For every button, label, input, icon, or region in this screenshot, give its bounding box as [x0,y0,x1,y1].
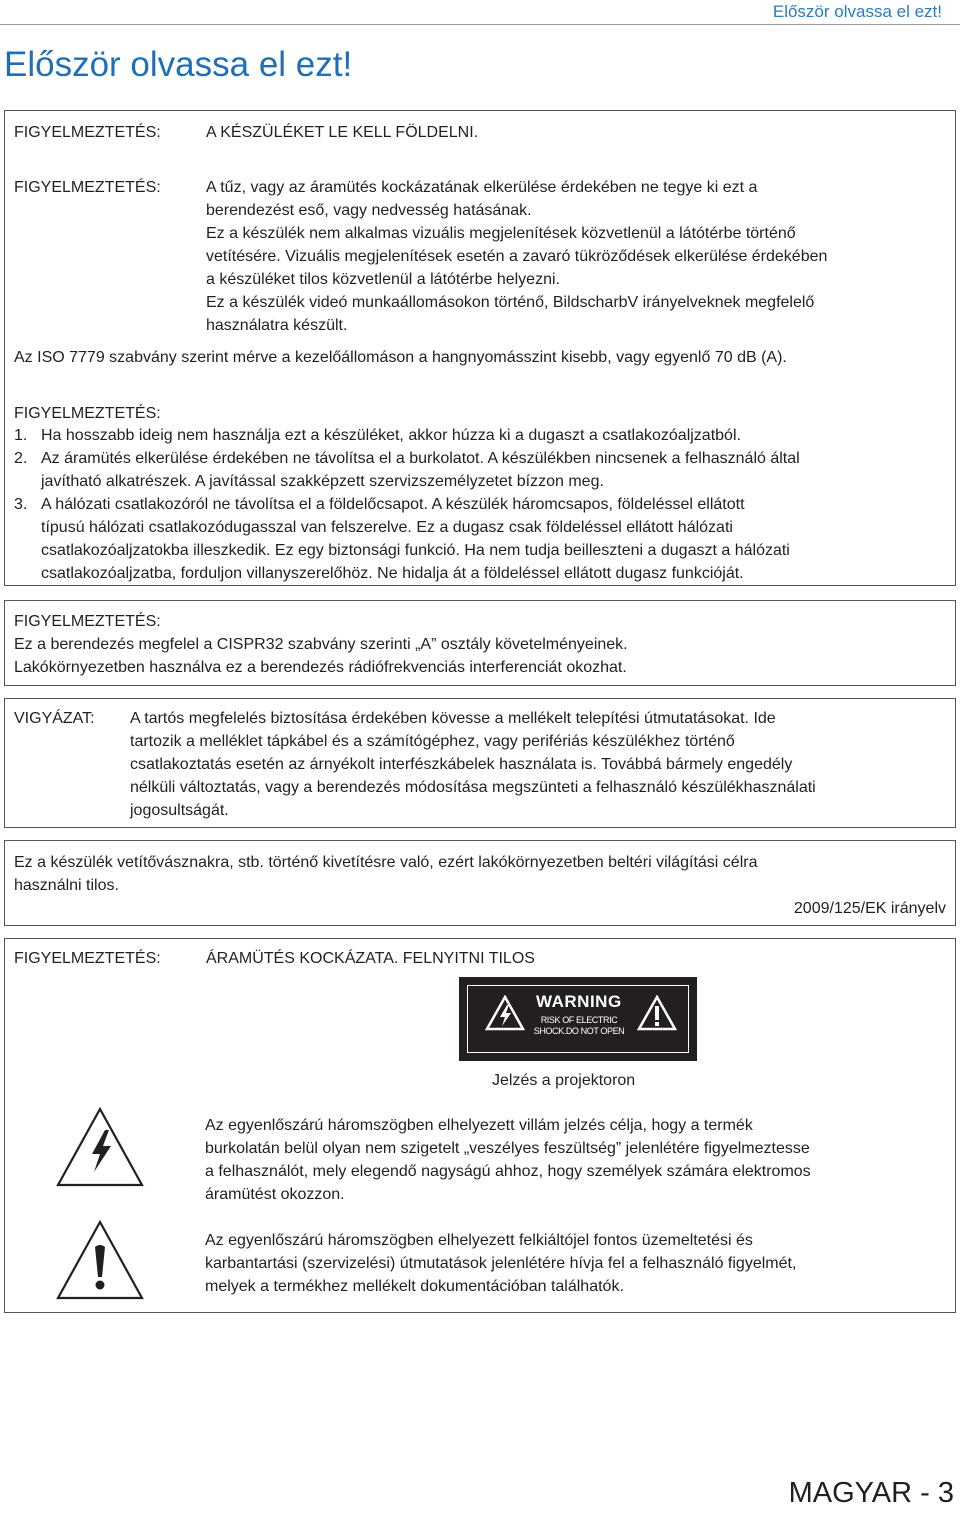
caution-text [130,707,816,822]
warning-2-line: vetítésére. Vizuális megjelenítések esetén a zavaró tükröződések elkerülése érdekében [206,248,828,265]
lightning-line: áramütést okozzon. [205,1186,345,1203]
list-item-text: Ha hosszabb ideig nem használja ezt a készüléket, akkor húzza ki a dugaszt a csatlakozóaljzatból. [41,427,741,444]
list-item [14,493,949,585]
lightning-line: Az egyenlőszárú háromszögben elhelyezett villám jelzés célja, hogy a termék [205,1117,753,1134]
projection-content [14,851,946,920]
shock-warning [14,947,535,970]
warning-label-line: SHOCK.DO NOT OPEN [533,1026,625,1036]
caution-line: nélküli változtatás, vagy a berendezés módosítása megszünteti a felhasználó készülékhasználati [130,779,816,796]
list-item-number: 1. [14,427,28,444]
warning-2-line: a készüléket tilos közvetlenül a látótérbe helyezni. [206,271,560,288]
list-item-text: csatlakozóaljzatba, forduljon villanyszerelőhöz. Ne hidalja át a földeléssel ellátott dugasz funkcióját. [41,565,744,582]
caution-line: A tartós megfelelés biztosítása érdekében kövesse a mellékelt telepítési útmutatásokat. Ide [130,710,776,727]
caution-content [14,707,816,822]
warning-box-1 [4,110,956,586]
box-2-line: Lakókörnyezetben használva ez a berendezés rádiófrekvenciás interferenciát okozhat. [14,659,627,676]
lightning-triangle-icon [55,1106,145,1188]
warning-label-line: RISK OF ELECTRIC [540,1015,618,1025]
exclamation-line: karbantartási (szervizelési) útmutatások jelenlétére hívja fel a felhasználó figyelmét, [205,1255,797,1272]
list-item-text: A hálózati csatlakozóról ne távolítsa el a földelőcsapot. A készülék háromcsapos, földeléssel ellátott [41,496,745,513]
list-item [14,447,949,493]
warning-2-label: FIGYELMEZTETÉS: [14,179,161,196]
list-item-text: javítható alkatrészek. A javítással szakképzett szervizszemélyzetet bízzon meg. [41,473,604,490]
warning-1-text: A KÉSZÜLÉKET LE KELL FÖLDELNI. [206,124,479,141]
box-2-content [14,610,628,679]
warning-3-label: FIGYELMEZTETÉS: [14,405,161,422]
warning-box-2 [4,600,956,686]
warning-2-line: használatra készült. [206,317,348,334]
list-item-text: Az áramütés elkerülése érdekében ne távolítsa el a burkolatot. A készülékben nincsenek a felhasználó által [41,450,800,467]
warning-label-word: WARNING [536,992,622,1011]
iso-statement: Az ISO 7779 szabvány szerint mérve a kezelőállomáson a hangnyomásszint kisebb, vagy egyenlő 70 dB (A). [14,349,787,366]
list-item [14,424,949,447]
warning-2-text [206,176,827,337]
caution-line: tartozik a melléklet tápkábel és a számítógéphez, vagy perifériás készülékhez történő [130,733,735,750]
projection-line: használni tilos. [14,877,119,894]
warning-2-line: berendezést eső, vagy nedvesség hatásának. [206,202,532,219]
list-item-text: típusú hálózati csatlakozódugasszal van felszerelve. Ez a dugasz csak földeléssel ellátott hálózati [41,519,733,536]
list-item-number: 3. [14,496,28,513]
list-item-text: csatlakozóaljzatokba illeszkedik. Ez egy biztonsági funkció. Ha nem tudja beilleszteni a dugaszt a hálózati [41,542,790,559]
lightning-line: burkolatán belül olyan nem szigetelt „veszélyes feszültség” jelenlétére figyelmeztesse [205,1140,810,1157]
shock-warning-label: FIGYELMEZTETÉS: [14,950,161,967]
running-header: Először olvassa el ezt! [772,2,942,21]
caution-box [4,698,956,828]
warning-2 [14,176,827,337]
exclamation-triangle-icon [637,995,677,1031]
warning-label-caption: Jelzés a projektoron [492,1072,636,1089]
caution-line: jogosultságát. [130,802,229,819]
exclamation-line: melyek a termékhez mellékelt dokumentációban találhatók. [205,1278,624,1295]
directive-reference: 2009/125/EK irányelv [793,900,946,917]
shock-warning-text: ÁRAMÜTÉS KOCKÁZATA. FELNYITNI TILOS [206,950,535,967]
box-2-line: Ez a berendezés megfelel a CISPR32 szabvány szerinti „A” osztály követelményeinek. [14,636,628,653]
warning-2-line: Ez a készülék videó munkaállomásokon történő, BildscharbV irányelveknek megfelelő [206,294,815,311]
lightning-triangle-icon [485,995,525,1031]
warning-label-subtext [533,1015,625,1037]
projection-box [4,840,956,926]
caution-line: csatlakoztatás esetén az árnyékolt interfészkábelek használata is. Továbbá bármely engedély [130,756,793,773]
box-2-label: FIGYELMEZTETÉS: [14,613,161,630]
lightning-line: a felhasználót, mely elegendő nagyságú ahhoz, hogy személyek számára elektromos [205,1163,811,1180]
projection-line: Ez a készülék vetítővásznakra, stb. történő kivetítésre való, ezért lakókörnyezetben beltéri világítási célra [14,854,758,871]
exclamation-description [205,1229,796,1298]
warning-2-line: Ez a készülék nem alkalmas vizuális megjelenítések közvetlenül a látótérbe történő [206,225,796,242]
list-item-number: 2. [14,450,28,467]
page-footer: MAGYAR - 3 [788,1477,954,1509]
exclamation-line: Az egyenlőszárú háromszögben elhelyezett felkiáltójel fontos üzemeltetési és [205,1232,753,1249]
warning-2-line: A tűz, vagy az áramütés kockázatának elkerülése érdekében ne tegye ki ezt a [206,179,758,196]
caution-label: VIGYÁZAT: [14,710,95,727]
page-title: Először olvassa el ezt! [4,45,353,84]
shock-warning-box [4,938,956,1313]
warning-label-image [459,977,697,1061]
header-rule [0,24,960,25]
warning-3-list [14,424,949,585]
lightning-description [205,1114,811,1206]
exclamation-triangle-icon [55,1219,145,1301]
warning-1-label: FIGYELMEZTETÉS: [14,124,161,141]
warning-1 [14,121,478,144]
